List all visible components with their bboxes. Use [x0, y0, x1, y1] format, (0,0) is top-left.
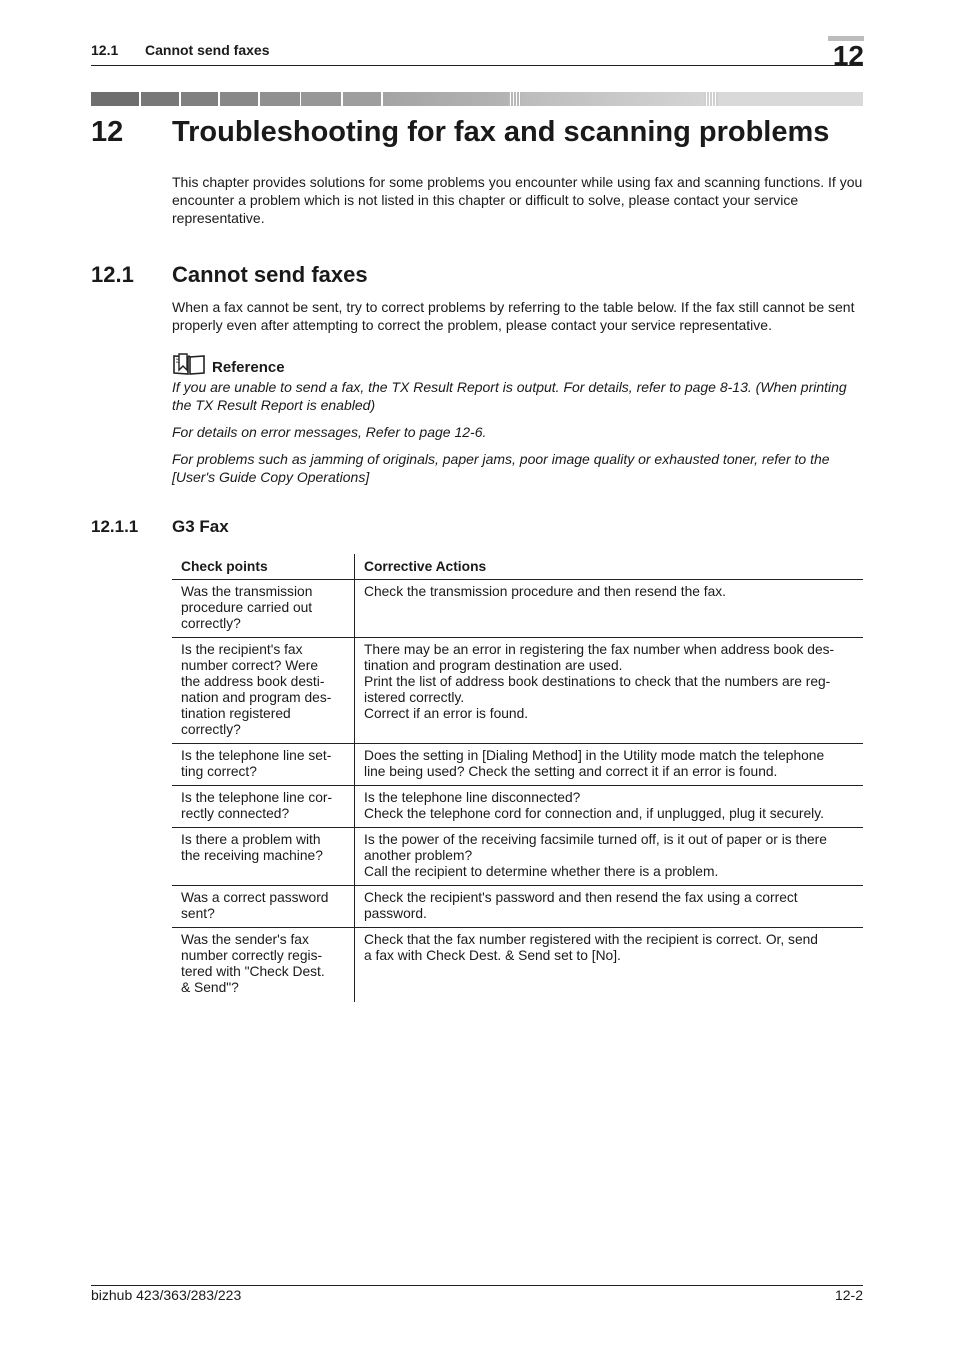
reference-item-copy-operations: For problems such as jamming of originals, paper jams, poor image quality or exhausted toner, refer to the [User's Guide Copy Operations]	[172, 451, 830, 485]
header-section-number: 12.1	[91, 42, 119, 58]
cell-line: Was the sender's fax	[181, 932, 309, 947]
cell-line: another problem?	[364, 848, 473, 863]
check-point-cell	[172, 828, 355, 886]
cell-line: tination registered	[181, 706, 291, 721]
table-row	[172, 638, 863, 744]
g3-fax-troubleshooting-table	[172, 554, 863, 1002]
cell-line: number correctly regis-	[181, 948, 323, 963]
reference-item-error-messages: For details on error messages, Refer to page 12-6.	[172, 424, 487, 440]
reference-label: Reference	[212, 359, 285, 376]
cell-line: Check the transmission procedure and then resend the fax.	[364, 584, 726, 599]
section-intro: When a fax cannot be sent, try to correct problems by referring to the table below. If the fax still cannot be sent properly even after attempting to correct the problem, please contact your service representative.	[172, 299, 855, 333]
corrective-action-cell	[355, 828, 864, 886]
corrective-action-cell	[355, 638, 864, 744]
cell-line: the receiving machine?	[181, 848, 323, 863]
cell-line: Is the telephone line disconnected?	[364, 790, 581, 805]
check-point-cell	[172, 786, 355, 828]
cell-line: Call the recipient to determine whether there is a problem.	[364, 864, 719, 879]
reference-item-tx-report: If you are unable to send a fax, the TX Result Report is output. For details, refer to page 8-13. (When printing the TX Result Report is enabled)	[172, 379, 847, 413]
table-row	[172, 828, 863, 886]
corrective-action-cell	[355, 580, 864, 638]
corrective-action-cell	[355, 786, 864, 828]
cell-line: & Send"?	[181, 980, 239, 995]
footer-page-number: 12-2	[834, 1287, 863, 1303]
check-point-cell	[172, 744, 355, 786]
cell-line: procedure carried out	[181, 600, 313, 615]
section-number: 12.1	[91, 262, 134, 287]
decorative-band	[91, 92, 863, 106]
column-header-corrective-actions: Corrective Actions	[355, 554, 864, 580]
cell-line: Correct if an error is found.	[364, 706, 529, 721]
cell-line: correctly?	[181, 722, 241, 737]
cell-line: Is the telephone line set-	[181, 748, 332, 763]
cell-line: Is there a problem with	[181, 832, 321, 847]
cell-line: tination and program destination are used.	[364, 658, 623, 673]
footer-rule	[91, 1285, 863, 1286]
cell-line: Does the setting in [Dialing Method] in the Utility mode match the telephone	[364, 748, 825, 763]
cell-line: line being used? Check the setting and correct it if an error is found.	[364, 764, 778, 779]
check-point-cell	[172, 580, 355, 638]
check-point-cell	[172, 638, 355, 744]
chapter-tab: 12	[828, 36, 864, 71]
cell-line: tered with "Check Dest.	[181, 964, 325, 979]
cell-line: sent?	[181, 906, 215, 921]
check-point-cell	[172, 928, 355, 1003]
table-row	[172, 580, 863, 638]
cell-line: password.	[364, 906, 427, 921]
corrective-action-cell	[355, 886, 864, 928]
header-rule	[91, 65, 863, 66]
cell-line: There may be an error in registering the fax number when address book des-	[364, 642, 835, 657]
cell-line: Check the telephone cord for connection and, if unplugged, plug it securely.	[364, 806, 824, 821]
cell-line: Check that the fax number registered with the recipient is correct. Or, send	[364, 932, 818, 947]
cell-line: the address book desti-	[181, 674, 325, 689]
cell-line: Check the recipient's password and then resend the fax using a correct	[364, 890, 798, 905]
cell-line: nation and program des-	[181, 690, 332, 705]
subsection-title: G3 Fax	[172, 517, 229, 536]
section-title: Cannot send faxes	[172, 262, 368, 287]
table-row	[172, 744, 863, 786]
chapter-number: 12	[91, 116, 124, 148]
cell-line: Is the recipient's fax	[181, 642, 303, 657]
corrective-action-cell	[355, 744, 864, 786]
cell-line: Is the telephone line cor-	[181, 790, 333, 805]
subsection-number: 12.1.1	[91, 517, 139, 536]
cell-line: istered correctly.	[364, 690, 465, 705]
cell-line: number correct? Were	[181, 658, 318, 673]
chapter-title: Troubleshooting for fax and scanning problems	[172, 116, 830, 148]
check-point-cell	[172, 886, 355, 928]
cell-line: ting correct?	[181, 764, 257, 779]
cell-line: Is the power of the receiving facsimile turned off, is it out of paper or is there	[364, 832, 827, 847]
cell-line: Was a correct password	[181, 890, 329, 905]
table-row	[172, 786, 863, 828]
chapter-intro: This chapter provides solutions for some problems you encounter while using fax and scanning functions. If you encounter a problem which is not listed in this chapter or difficult to solve, please contact your service representative.	[172, 174, 863, 226]
header-section-title: Cannot send faxes	[145, 42, 270, 58]
cell-line: rectly connected?	[181, 806, 290, 821]
table-header-row	[172, 554, 863, 580]
column-header-check-points: Check points	[172, 554, 355, 580]
table-row	[172, 886, 863, 928]
cell-line: Was the transmission	[181, 584, 313, 599]
cell-line: Print the list of address book destinations to check that the numbers are reg-	[364, 674, 831, 689]
reference-book-icon	[173, 353, 205, 375]
footer-model: bizhub 423/363/283/223	[91, 1287, 242, 1303]
cell-line: correctly?	[181, 616, 241, 631]
table-row	[172, 928, 863, 1003]
corrective-action-cell	[355, 928, 864, 1003]
cell-line: a fax with Check Dest. & Send set to [No].	[364, 948, 621, 963]
